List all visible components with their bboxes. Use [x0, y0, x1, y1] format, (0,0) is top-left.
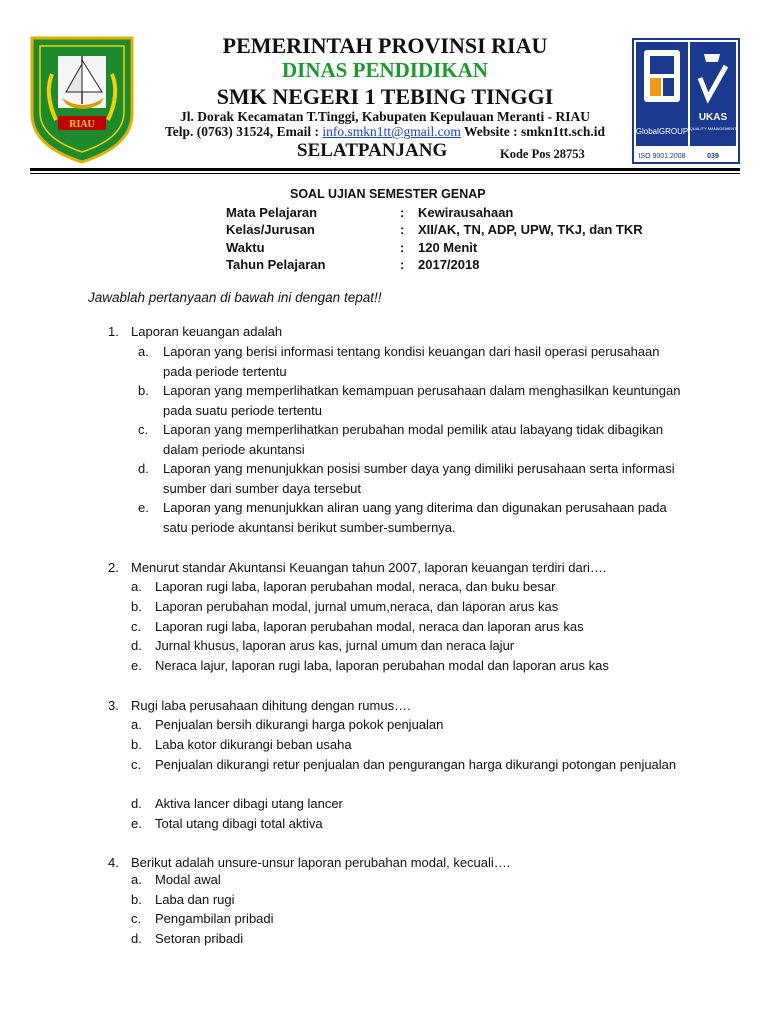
- option-letter: c.: [131, 757, 142, 772]
- meta-key: Tahun Pelajaran: [226, 256, 326, 272]
- option-text: Laporan yang memperlihatkan perubahan modal pemilik atau labayang tidak dibagikan dalam periode akuntansi: [163, 422, 664, 457]
- letterhead-divider-thick: [30, 168, 740, 171]
- meta-row: [226, 204, 706, 221]
- option-letter: d.: [131, 638, 142, 653]
- meta-key: Kelas/Jurusan: [226, 222, 315, 238]
- letterhead-contact: [140, 124, 630, 140]
- option-text: Jurnal khusus, laporan arus kas, jurnal umum dan neraca lajur: [155, 638, 515, 653]
- option-text: Laba dan rugi: [155, 892, 235, 907]
- exam-title: SOAL UJIAN SEMESTER GENAP: [290, 187, 486, 201]
- globalgroup-text: GlobalGROUP: [635, 127, 689, 136]
- email-link[interactable]: info.smkn1tt@gmail.com: [322, 124, 461, 139]
- option-text: Penjualan bersih dikurangi harga pokok penjualan: [155, 717, 444, 732]
- option-text: Laporan yang menunjukkan aliran uang yang diterima dan digunakan perusahaan pada satu periode akuntansi berikut sumber-sumbernya.: [163, 500, 667, 535]
- option-letter: b.: [131, 892, 142, 907]
- option-letter: a.: [131, 717, 142, 732]
- option-text: Setoran pribadi: [155, 931, 244, 946]
- letterhead-school-name: SMK NEGERI 1 TEBING TINGGI: [216, 84, 554, 109]
- question-text: Laporan keuangan adalah: [131, 324, 283, 339]
- exam-instruction: Jawablah pertanyaan di bawah ini dengan tepat!!: [88, 290, 382, 305]
- letterhead-city: SELATPANJANG: [297, 140, 448, 161]
- option-text: Laporan yang memperlihatkan kemampuan perusahaan dalam menghasilkan keuntungan pada suatu periode tertentu: [163, 383, 681, 418]
- exam-meta-table: [226, 204, 706, 273]
- option-text: Laporan yang menunjukkan posisi sumber daya yang dimiliki perusahaan serta informasi sumber dari sumber daya tersebut: [163, 461, 675, 496]
- option-letter: c.: [138, 422, 149, 437]
- meta-key: Waktu: [226, 239, 265, 255]
- meta-sep: :: [400, 239, 405, 255]
- option-letter: b.: [138, 383, 149, 398]
- option-letter: e.: [131, 658, 142, 673]
- option-text: Total utang dibagi total aktiva: [155, 816, 323, 831]
- option-text: Pengambilan pribadi: [155, 911, 274, 926]
- meta-value: Kewirausahaan: [418, 205, 514, 220]
- option-text: Laporan rugi laba, laporan perubahan modal, neraca dan laporan arus kas: [155, 619, 584, 634]
- question-text: Rugi laba perusahaan dihitung dengan rumus….: [131, 698, 411, 713]
- option-letter: d.: [131, 796, 142, 811]
- option-letter: c.: [131, 911, 142, 926]
- question-number: 4.: [108, 855, 119, 870]
- question-text: Menurut standar Akuntansi Keuangan tahun 2007, laporan keuangan terdiri dari….: [131, 560, 607, 575]
- letterhead-address: Jl. Dorak Kecamatan T.Tinggi, Kabupaten Kepulauan Meranti - RIAU: [180, 109, 590, 124]
- riau-emblem-logo: [28, 34, 136, 166]
- letterhead-government: PEMERINTAH PROVINSI RIAU: [222, 33, 548, 58]
- meta-key: Mata Pelajaran: [226, 205, 318, 220]
- option-text: Modal awal: [155, 872, 221, 887]
- option-text: Neraca lajur, laporan rugi laba, laporan perubahan modal dan laporan arus kas: [155, 658, 609, 673]
- postcode: Kode Pos 28753: [500, 147, 585, 161]
- question-number: 2.: [108, 560, 119, 575]
- question-number: 3.: [108, 698, 119, 713]
- option-text: Laporan yang berisi informasi tentang kondisi keuangan dari hasil operasi perusahaan pada periode tertentu: [163, 344, 660, 379]
- option-letter: b.: [131, 599, 142, 614]
- option-letter: a.: [131, 579, 142, 594]
- option-letter: e.: [131, 816, 142, 831]
- option-letter: e.: [138, 500, 149, 515]
- meta-row: [226, 221, 706, 238]
- ukas-number-text: 039: [707, 153, 719, 160]
- option-letter: a.: [138, 344, 149, 359]
- iso-ukas-certification-logo: [632, 38, 740, 164]
- option-letter: c.: [131, 619, 142, 634]
- ukas-sub-text: QUALITY MANAGEMENT: [689, 126, 737, 131]
- option-letter: d.: [131, 931, 142, 946]
- question-text: Berikut adalah unsure-unsur laporan perubahan modal, kecuali….: [131, 855, 511, 870]
- option-text: Aktiva lancer dibagi utang lancer: [155, 796, 343, 811]
- meta-sep: :: [400, 205, 405, 220]
- riau-emblem-text: RIAU: [69, 119, 95, 130]
- meta-value: 120 Menit: [418, 239, 478, 255]
- question-number: 1.: [108, 324, 119, 339]
- option-text: Laporan perubahan modal, jurnal umum,neraca, dan laporan arus kas: [155, 599, 559, 614]
- meta-sep: :: [400, 256, 405, 272]
- meta-sep: :: [400, 222, 405, 238]
- meta-value: XII/AK, TN, ADP, UPW, TKJ, dan TKR: [418, 222, 643, 238]
- option-letter: a.: [131, 872, 142, 887]
- option-text: Laporan rugi laba, laporan perubahan modal, neraca, dan buku besar: [155, 579, 556, 594]
- option-text: Laba kotor dikurangi beban usaha: [155, 737, 352, 752]
- letterhead-divider-thin: [30, 173, 740, 174]
- option-letter: b.: [131, 737, 142, 752]
- meta-row: [226, 239, 706, 256]
- ukas-text: UKAS: [698, 112, 728, 123]
- iso-cert-text: ISO 9001:2008: [638, 153, 686, 160]
- letterhead-department: DINAS PENDIDIKAN: [282, 58, 488, 82]
- meta-row: [226, 256, 706, 273]
- option-text: Penjualan dikurangi retur penjualan dan pengurangan harga dikurangi potongan penjualan: [155, 757, 677, 772]
- website-label: Website : smkn1tt.sch.id: [460, 124, 605, 139]
- meta-value: 2017/2018: [418, 256, 480, 272]
- option-letter: d.: [138, 461, 149, 476]
- phone-label: Telp. (0763) 31524, Email :: [165, 124, 323, 139]
